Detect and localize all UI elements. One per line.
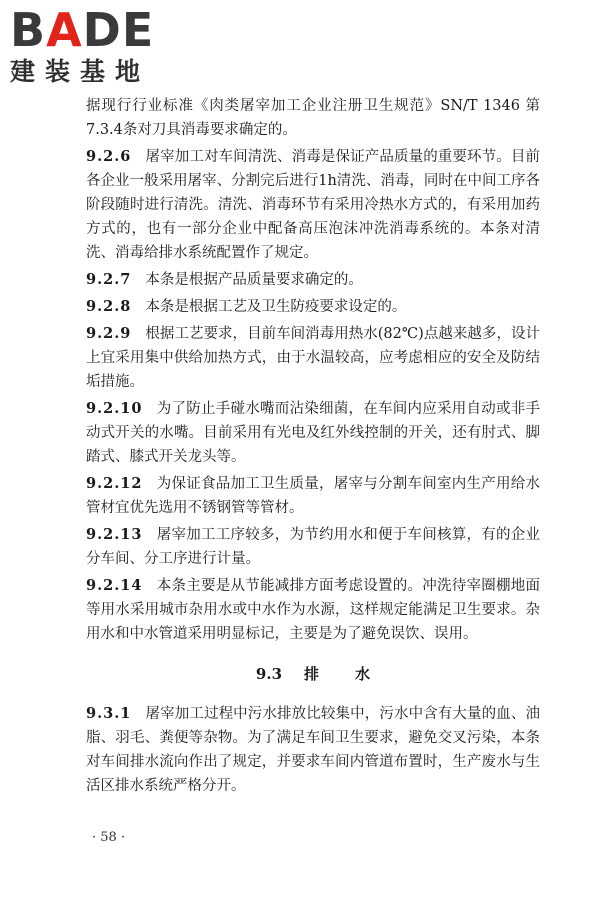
logo-subtitle: 建装基地 xyxy=(10,57,151,86)
page-number: · 58 · xyxy=(92,830,126,845)
clause-text: 屠宰加工对车间清洗、消毒是保证产品质量的重要环节。目前各企业一般采用屠宰、分割完后进行1h清洗、消毒，同时在中间工序各阶段随时进行清洗。清洗、消毒环节有采用冷热水方式的，有采用加药方式的，也有一部分企业中配备高压泡沫冲洗消毒系统的。本条对清洗、消毒给排水系统配置作了规定。 xyxy=(86,149,540,261)
clause-list xyxy=(86,145,540,646)
clause-paragraph xyxy=(86,702,540,798)
document-body xyxy=(86,94,540,798)
clause-paragraph xyxy=(86,295,540,319)
clause-paragraph xyxy=(86,322,540,394)
clause-text: 为了防止手碰水嘴而沾染细菌，在车间内应采用自动或非手动式开关的水嘴。目前采用有光电及红外线控制的开关，还有肘式、脚踏式、膝式开关龙头等。 xyxy=(86,401,540,465)
bade-logo xyxy=(10,3,180,92)
section-number: 9.3 xyxy=(255,665,283,683)
clause-number: 9.2.7 xyxy=(86,271,132,288)
section-heading xyxy=(86,662,540,686)
clause-text: 本条是根据工艺及卫生防疫要求设定的。 xyxy=(145,299,407,315)
section-title-part: 水 xyxy=(355,665,371,683)
clause-text: 屠宰加工工序较多，为节约用水和便于车间核算，有的企业分车间、分工序进行计量。 xyxy=(86,527,540,567)
clause-paragraph xyxy=(86,268,540,292)
clause-paragraph xyxy=(86,574,540,646)
clause-text: 为保证食品加工卫生质量，屠宰与分割车间室内生产用给水管材宜优先选用不锈钢管等管材。 xyxy=(86,476,540,516)
logo-wordmark: BADE xyxy=(10,3,155,57)
clause-paragraph xyxy=(86,472,540,520)
clause-paragraph xyxy=(86,397,540,469)
clause-number: 9.2.6 xyxy=(86,148,132,165)
clause-number: 9.3.1 xyxy=(86,705,132,722)
clause-number: 9.2.8 xyxy=(86,298,132,315)
clause-paragraph xyxy=(86,145,540,265)
clause-number: 9.2.14 xyxy=(86,577,143,594)
clause-paragraph xyxy=(86,523,540,571)
clause-number: 9.2.9 xyxy=(86,325,132,342)
clause-number: 9.2.12 xyxy=(86,475,143,492)
clause-text: 根据工艺要求，目前车间消毒用热水(82℃)点越来越多，设计上宜采用集中供给加热方式，由于水温较高，应考虑相应的安全及防结垢措施。 xyxy=(86,326,540,390)
clause-text: 屠宰加工过程中污水排放比较集中，污水中含有大量的血、油脂、羽毛、粪便等杂物。为了满足车间卫生要求，避免交叉污染，本条对车间排水流向作出了规定，并要求车间内管道布置时，生产废水与生活区排水系统严格分开。 xyxy=(86,706,540,794)
clause-text: 本条是根据产品质量要求确定的。 xyxy=(145,272,363,288)
intro-paragraph: 据现行行业标准《肉类屠宰加工企业注册卫生规范》SN/T 1346 第7.3.4条对刀具消毒要求确定的。 xyxy=(86,98,540,138)
section-title-part: 排 xyxy=(304,665,320,683)
clause-text: 本条主要是从节能减排方面考虑设置的。冲洗待宰圈棚地面等用水采用城市杂用水或中水作为水源，这样规定能满足卫生要求。杂用水和中水管道采用明显标记，主要是为了避免误饮、误用。 xyxy=(86,578,540,642)
clause-number: 9.2.13 xyxy=(86,526,143,543)
clause-number: 9.2.10 xyxy=(86,400,143,417)
